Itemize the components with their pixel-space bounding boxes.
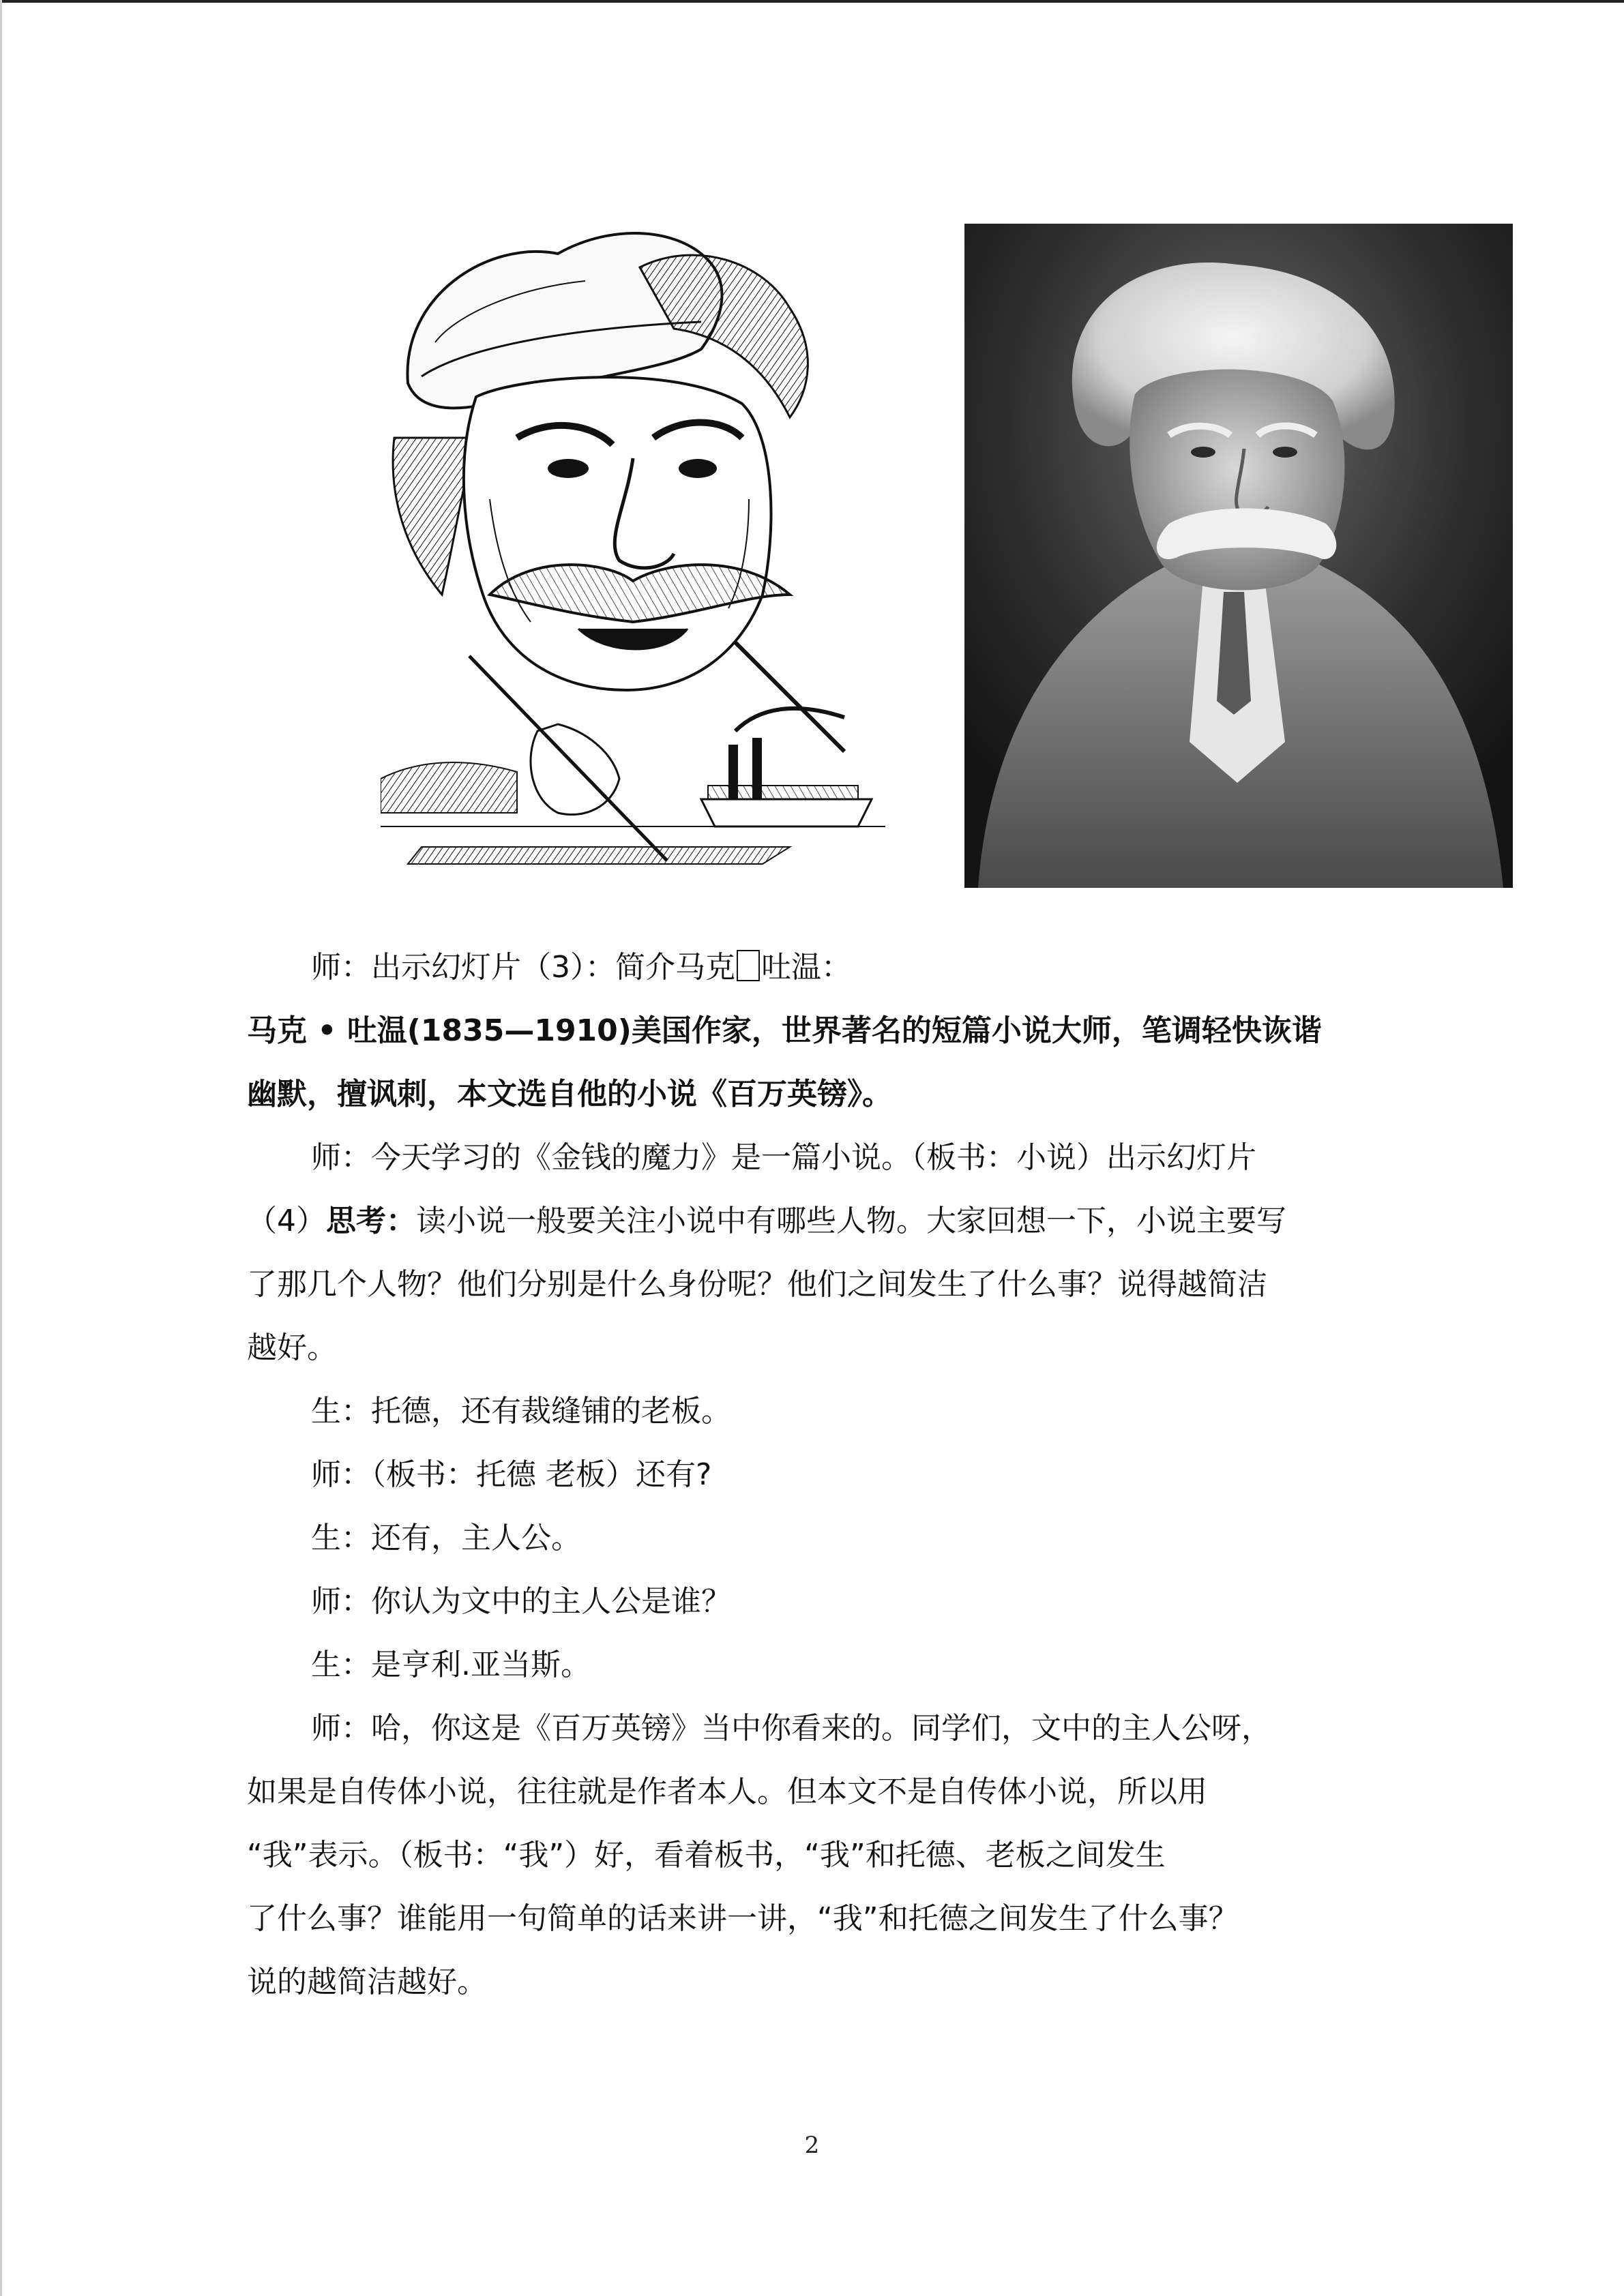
text-line-17: 说的越简洁越好。 — [247, 1965, 487, 1999]
mark-twain-portrait-photo-icon — [964, 224, 1513, 888]
page-top-border — [0, 0, 1624, 3]
document-body — [247, 936, 1393, 2014]
text-line-4: 师：今天学习的《金钱的魔力》是一篇小说。（板书：小说）出示幻灯片 — [311, 1140, 1256, 1175]
text-line-10: 生：还有，主人公。 — [311, 1521, 581, 1555]
text-line-8: 生：托德，还有裁缝铺的老板。 — [311, 1394, 731, 1429]
page-number: 2 — [804, 2132, 820, 2159]
unknown-glyph-box — [737, 950, 760, 981]
text-line-9: 师：（板书：托德 老板）还有? — [311, 1457, 712, 1492]
text-line-2: 马克 • 吐温(1835—1910)美国作家，世界著名的短篇小说大师，笔调轻快诙谐 — [247, 1013, 1322, 1048]
text-line-15: “我”表示。（板书：“我”）好，看着板书，“我”和托德、老板之间发生 — [247, 1838, 1166, 1873]
text-line-6: 了那几个人物？他们分别是什么身份呢？他们之间发生了什么事？说得越简洁 — [247, 1267, 1267, 1302]
text-line-7: 越好。 — [247, 1330, 337, 1365]
text-line-1: 师：出示幻灯片（3）：简介马克 吐温： — [311, 950, 851, 985]
page-left-border — [0, 0, 2, 2296]
text-line-11: 师：你认为文中的主人公是谁？ — [311, 1584, 731, 1619]
text-line-3: 幽默，擅讽刺，本文选自他的小说《百万英镑》。 — [247, 1077, 892, 1112]
text-line-5: （4）思考：读小说一般要关注小说中有哪些人物。大家回想一下，小说主要写 — [247, 1204, 1286, 1238]
text-line-12: 生：是亨利.亚当斯。 — [311, 1648, 591, 1682]
text-line-16: 了什么事？谁能用一句简单的话来讲一讲，“我”和托德之间发生了什么事？ — [247, 1901, 1239, 1936]
text-line-14: 如果是自传体小说，往往就是作者本人。但本文不是自传体小说，所以用 — [247, 1774, 1207, 1809]
mark-twain-caricature-icon — [381, 213, 889, 867]
text-line-13: 师：哈，你这是《百万英镑》当中你看来的。同学们，文中的主人公呀， — [311, 1711, 1271, 1746]
